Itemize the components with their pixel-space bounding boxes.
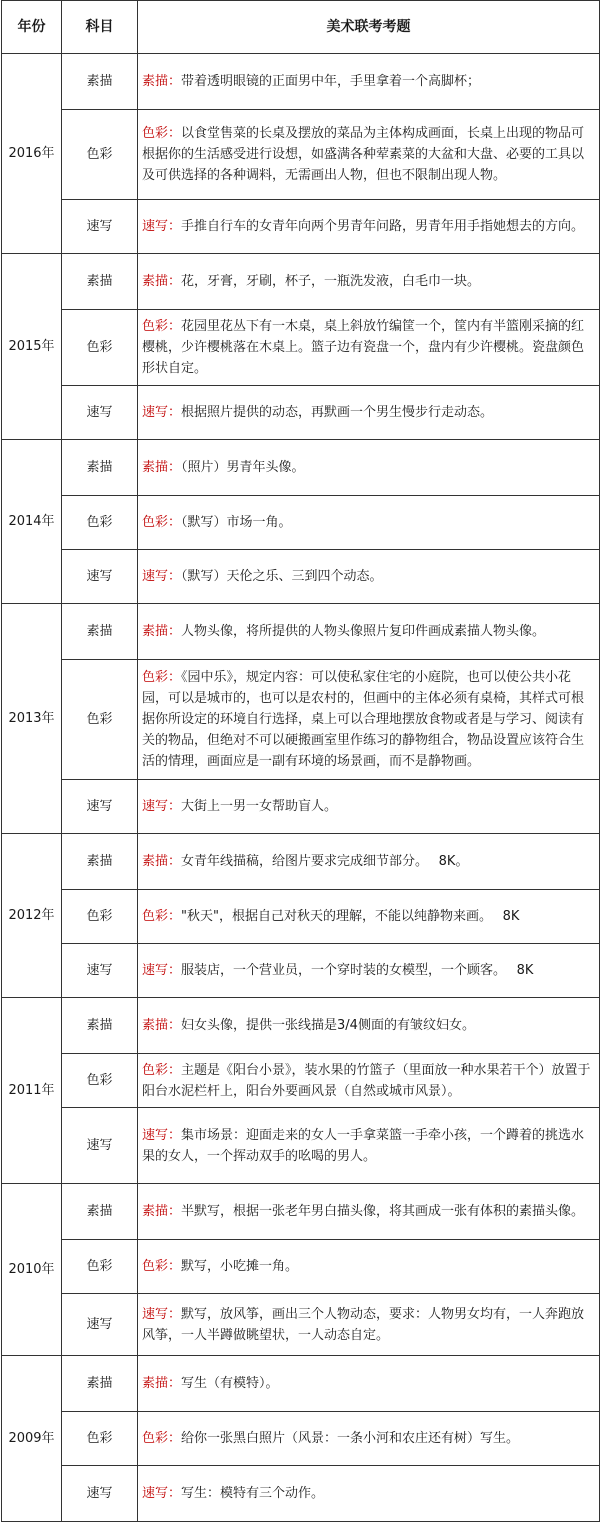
topic-cell xyxy=(138,54,600,110)
subject-cell: 色彩 xyxy=(62,890,138,944)
topic-text: 女青年线描稿，给图片要求完成细节部分。 8K。 xyxy=(181,854,469,869)
year-cell: 2010年 xyxy=(2,1184,62,1356)
topic-cell xyxy=(138,110,600,200)
subject-tag: 速写： xyxy=(142,799,182,814)
subject-tag: 色彩： xyxy=(142,1062,182,1078)
topic-text: 《园中乐》，规定内容：可以使私家住宅的小庭院，也可以使公共小花园，可以是城市的，也可以是农村的，但画中的主体必须有桌椅，其样式可根据你所设定的环境自行选择，桌上可以合理地摆放食物或者是与学习、阅读有关的物品，但绝对不可以硬搬画室里作练习的静物组合，物品设置应该符合生活的情理，画面应是一副有环境的场景画，而不是静物画。 xyxy=(142,670,585,769)
table-row xyxy=(2,944,600,998)
subject-cell: 色彩 xyxy=(62,1240,138,1294)
topic-text: （默写）市场一角。 xyxy=(181,515,292,530)
subject-tag: 色彩： xyxy=(142,909,182,924)
table-row xyxy=(2,54,600,110)
table-row xyxy=(2,890,600,944)
subject-tag: 素描： xyxy=(142,1376,182,1391)
subject-tag: 色彩： xyxy=(142,319,182,334)
subject-cell: 色彩 xyxy=(62,1412,138,1466)
subject-tag: 速写： xyxy=(142,405,182,420)
topic-text: 花园里花丛下有一木桌，桌上斜放竹编筐一个，筐内有半篮刚采摘的红樱桃，少许樱桃落在木桌上。篮子边有瓷盘一个，盘内有少许樱桃。瓷盘颜色形状自定。 xyxy=(142,319,585,376)
topic-text: 服装店，一个营业员，一个穿时装的女模型，一个顾客。 8K xyxy=(181,963,534,978)
table-row xyxy=(2,440,600,496)
table-row xyxy=(2,386,600,440)
subject-cell: 色彩 xyxy=(62,110,138,200)
topic-cell xyxy=(138,1240,600,1294)
topic-text: 写生：模特有三个动作。 xyxy=(181,1486,325,1501)
topic-cell xyxy=(138,1466,600,1522)
topic-cell xyxy=(138,1184,600,1240)
table-row xyxy=(2,1054,600,1108)
topic-cell xyxy=(138,200,600,254)
year-cell: 2013年 xyxy=(2,604,62,834)
subject-tag: 速写： xyxy=(142,1127,182,1143)
table-row xyxy=(2,110,600,200)
topic-cell xyxy=(138,1356,600,1412)
subject-tag: 速写： xyxy=(142,963,182,978)
year-cell: 2014年 xyxy=(2,440,62,604)
subject-tag: 速写： xyxy=(142,1486,182,1501)
topic-text: 给你一张黑白照片（风景：一条小河和农庄还有树）写生。 xyxy=(181,1431,520,1446)
topic-text: 妇女头像，提供一张线描是3/4侧面的有皱纹妇女。 xyxy=(181,1018,475,1033)
topic-text: 根据照片提供的动态，再默画一个男生慢步行走动态。 xyxy=(181,405,494,420)
subject-cell: 素描 xyxy=(62,254,138,310)
subject-tag: 速写： xyxy=(142,1306,182,1322)
subject-cell: 速写 xyxy=(62,200,138,254)
subject-cell: 速写 xyxy=(62,780,138,834)
subject-cell: 速写 xyxy=(62,944,138,998)
table-row xyxy=(2,1466,600,1522)
topic-cell xyxy=(138,1054,600,1108)
topic-cell xyxy=(138,440,600,496)
subject-tag: 色彩： xyxy=(142,1431,182,1446)
topic-text: 人物头像，将所提供的人物头像照片复印件画成素描人物头像。 xyxy=(181,624,546,639)
table-row xyxy=(2,1184,600,1240)
subject-column-header: 科目 xyxy=(62,1,138,54)
table-row xyxy=(2,604,600,660)
subject-cell: 素描 xyxy=(62,1356,138,1412)
subject-tag: 素描： xyxy=(142,274,182,289)
topic-cell xyxy=(138,254,600,310)
year-column-header: 年份 xyxy=(2,1,62,54)
subject-cell: 素描 xyxy=(62,54,138,110)
subject-cell: 速写 xyxy=(62,550,138,604)
year-cell: 2011年 xyxy=(2,998,62,1184)
topic-cell xyxy=(138,780,600,834)
topic-text: 集市场景：迎面走来的女人一手拿菜篮一手牵小孩，一个蹲着的挑选水果的女人，一个挥动双手的吆喝的男人。 xyxy=(142,1127,585,1164)
table-row xyxy=(2,1108,600,1184)
subject-cell: 色彩 xyxy=(62,660,138,780)
topic-text: 花，牙膏，牙刷，杯子，一瓶洗发液，白毛巾一块。 xyxy=(181,274,481,289)
table-row xyxy=(2,998,600,1054)
subject-cell: 色彩 xyxy=(62,1054,138,1108)
table-row xyxy=(2,780,600,834)
topic-cell xyxy=(138,890,600,944)
subject-cell: 速写 xyxy=(62,1466,138,1522)
table-row xyxy=(2,1356,600,1412)
table-row xyxy=(2,834,600,890)
topic-cell xyxy=(138,1412,600,1466)
subject-cell: 色彩 xyxy=(62,310,138,386)
subject-tag: 素描： xyxy=(142,1204,182,1219)
topic-cell xyxy=(138,1294,600,1356)
topic-text: 默写，小吃摊一角。 xyxy=(181,1259,299,1274)
table-row xyxy=(2,310,600,386)
subject-cell: 素描 xyxy=(62,834,138,890)
year-cell: 2009年 xyxy=(2,1356,62,1522)
table-row xyxy=(2,496,600,550)
subject-tag: 速写： xyxy=(142,569,182,584)
subject-cell: 速写 xyxy=(62,1108,138,1184)
header-row xyxy=(2,1,600,54)
subject-tag: 素描： xyxy=(142,624,182,639)
topic-text: 写生（有模特）。 xyxy=(181,1376,279,1391)
topic-text: （默写）天伦之乐、三到四个动态。 xyxy=(181,569,383,584)
topic-text: 默写，放风筝，画出三个人物动态，要求：人物男女均有，一人奔跑放风筝，一人半蹲做眺望状，一人动态自定。 xyxy=(142,1306,585,1343)
topic-text: 带着透明眼镜的正面男中年，手里拿着一个高脚杯； xyxy=(181,74,481,89)
topic-cell xyxy=(138,386,600,440)
topic-text: （照片）男青年头像。 xyxy=(181,460,305,475)
topic-column-header: 美术联考考题 xyxy=(138,1,600,54)
topic-text: 主题是《阳台小景》，装水果的竹篮子（里面放一种水果若干个）放置于阳台水泥栏杆上，阳台外要画风景（自然或城市风景）。 xyxy=(142,1062,591,1099)
subject-tag: 色彩： xyxy=(142,515,182,530)
topic-cell xyxy=(138,1108,600,1184)
subject-tag: 素描： xyxy=(142,460,182,475)
table-row xyxy=(2,1294,600,1356)
subject-tag: 色彩： xyxy=(142,126,182,141)
subject-cell: 素描 xyxy=(62,1184,138,1240)
table-row xyxy=(2,1412,600,1466)
topic-cell xyxy=(138,660,600,780)
subject-cell: 素描 xyxy=(62,604,138,660)
subject-cell: 素描 xyxy=(62,998,138,1054)
topic-cell xyxy=(138,496,600,550)
table-body xyxy=(2,54,600,1522)
topic-text: 大街上一男一女帮助盲人。 xyxy=(181,799,338,814)
subject-tag: 色彩： xyxy=(142,1259,182,1274)
year-cell: 2015年 xyxy=(2,254,62,440)
table-row xyxy=(2,550,600,604)
table-row xyxy=(2,254,600,310)
topic-text: 以食堂售菜的长桌及摆放的菜品为主体构成画面，长桌上出现的物品可根据你的生活感受进行设想，如盛满各种荤素菜的大盆和大盘、必要的工具以及可供选择的各种调料，无需画出人物，但也不限制出现人物。 xyxy=(142,126,585,183)
table-row xyxy=(2,660,600,780)
topic-cell xyxy=(138,834,600,890)
topic-cell xyxy=(138,550,600,604)
table-row xyxy=(2,1240,600,1294)
subject-cell: 素描 xyxy=(62,440,138,496)
subject-tag: 色彩： xyxy=(142,670,182,685)
topic-cell xyxy=(138,604,600,660)
subject-cell: 色彩 xyxy=(62,496,138,550)
subject-cell: 速写 xyxy=(62,386,138,440)
topic-text: "秋天"，根据自己对秋天的理解，不能以纯静物来画。 8K xyxy=(181,909,520,924)
subject-tag: 素描： xyxy=(142,1018,182,1033)
subject-tag: 速写： xyxy=(142,219,182,234)
topic-cell xyxy=(138,310,600,386)
topic-text: 半默写，根据一张老年男白描头像，将其画成一张有体积的素描头像。 xyxy=(181,1204,585,1219)
subject-cell: 速写 xyxy=(62,1294,138,1356)
table-row xyxy=(2,200,600,254)
exam-topics-table xyxy=(1,0,600,1522)
topic-cell xyxy=(138,944,600,998)
year-cell: 2016年 xyxy=(2,54,62,254)
subject-tag: 素描： xyxy=(142,854,182,869)
year-cell: 2012年 xyxy=(2,834,62,998)
topic-text: 手推自行车的女青年向两个男青年问路，男青年用手指她想去的方向。 xyxy=(181,219,585,234)
topic-cell xyxy=(138,998,600,1054)
subject-tag: 素描： xyxy=(142,74,182,89)
